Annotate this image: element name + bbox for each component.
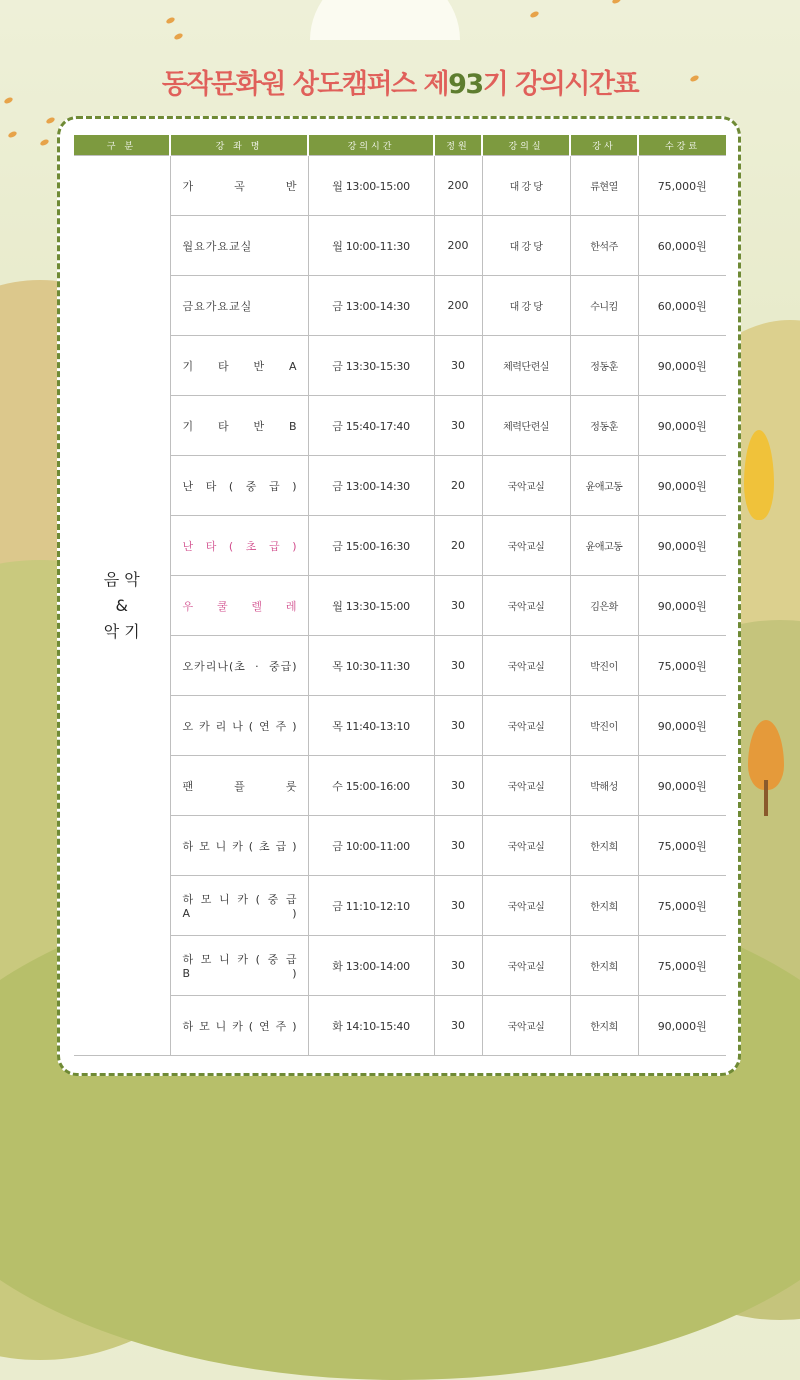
course-name-cell: 오 카 리 나 ( 연 주 ) bbox=[170, 696, 308, 756]
title-number: 93 bbox=[448, 69, 483, 100]
fee-cell: 90,000원 bbox=[638, 456, 726, 516]
tree-trunk-decoration bbox=[764, 780, 768, 816]
cloud-decoration bbox=[310, 0, 460, 40]
teacher-cell: 류현열 bbox=[570, 156, 638, 216]
fee-cell: 90,000원 bbox=[638, 576, 726, 636]
room-cell: 대 강 당 bbox=[482, 276, 570, 336]
header-capacity: 정원 bbox=[434, 135, 482, 156]
teacher-cell: 윤애고동 bbox=[570, 456, 638, 516]
room-cell: 국악교실 bbox=[482, 876, 570, 936]
teacher-cell: 윤애고동 bbox=[570, 516, 638, 576]
header-time: 강의시간 bbox=[308, 135, 434, 156]
teacher-cell: 한지희 bbox=[570, 816, 638, 876]
capacity-cell: 30 bbox=[434, 936, 482, 996]
leaf-decoration bbox=[611, 0, 621, 5]
teacher-cell: 김은화 bbox=[570, 576, 638, 636]
table-row bbox=[74, 396, 726, 456]
room-cell: 국악교실 bbox=[482, 636, 570, 696]
time-cell: 금 13:00-14:30 bbox=[308, 456, 434, 516]
category-line: & bbox=[115, 595, 128, 615]
room-cell: 체력단련실 bbox=[482, 396, 570, 456]
fee-cell: 90,000원 bbox=[638, 336, 726, 396]
leaf-decoration bbox=[39, 138, 49, 146]
fee-cell: 90,000원 bbox=[638, 996, 726, 1056]
time-cell: 금 13:00-14:30 bbox=[308, 276, 434, 336]
capacity-cell: 200 bbox=[434, 276, 482, 336]
capacity-cell: 20 bbox=[434, 516, 482, 576]
capacity-cell: 30 bbox=[434, 876, 482, 936]
course-name-cell: 오카리나(초 · 중급) bbox=[170, 636, 308, 696]
teacher-cell: 한지희 bbox=[570, 996, 638, 1056]
capacity-cell: 30 bbox=[434, 996, 482, 1056]
fee-cell: 75,000원 bbox=[638, 156, 726, 216]
table-body bbox=[74, 156, 726, 1056]
teacher-cell: 한지희 bbox=[570, 876, 638, 936]
teacher-cell: 박진이 bbox=[570, 636, 638, 696]
time-cell: 화 13:00-14:00 bbox=[308, 936, 434, 996]
leaf-decoration bbox=[7, 130, 17, 138]
fee-cell: 90,000원 bbox=[638, 696, 726, 756]
capacity-cell: 30 bbox=[434, 396, 482, 456]
course-name-cell: 기 타 반 B bbox=[170, 396, 308, 456]
table-row bbox=[74, 276, 726, 336]
course-name-cell: 기 타 반 A bbox=[170, 336, 308, 396]
fee-cell: 90,000원 bbox=[638, 396, 726, 456]
table-row bbox=[74, 576, 726, 636]
title-prefix: 제 bbox=[423, 69, 449, 100]
table-row bbox=[74, 336, 726, 396]
teacher-cell: 한석주 bbox=[570, 216, 638, 276]
course-name-cell: 팬 플 룻 bbox=[170, 756, 308, 816]
table-row bbox=[74, 996, 726, 1056]
room-cell: 국악교실 bbox=[482, 756, 570, 816]
leaf-decoration bbox=[45, 116, 55, 124]
fee-cell: 90,000원 bbox=[638, 756, 726, 816]
table-row bbox=[74, 876, 726, 936]
course-name-cell: 하 모 니 카 ( 초 급 ) bbox=[170, 816, 308, 876]
schedule-panel bbox=[57, 116, 741, 1076]
room-cell: 국악교실 bbox=[482, 816, 570, 876]
capacity-cell: 30 bbox=[434, 756, 482, 816]
leaf-decoration bbox=[529, 10, 539, 18]
fee-cell: 75,000원 bbox=[638, 636, 726, 696]
room-cell: 국악교실 bbox=[482, 576, 570, 636]
teacher-cell: 정동훈 bbox=[570, 336, 638, 396]
course-name-cell: 월요가요교실 bbox=[170, 216, 308, 276]
table-row bbox=[74, 156, 726, 216]
header-category: 구 분 bbox=[74, 135, 170, 156]
room-cell: 체력단련실 bbox=[482, 336, 570, 396]
room-cell: 대 강 당 bbox=[482, 216, 570, 276]
time-cell: 수 15:00-16:00 bbox=[308, 756, 434, 816]
leaf-decoration bbox=[165, 16, 175, 24]
header-teacher: 강사 bbox=[570, 135, 638, 156]
course-name-cell: 하 모 니 카 ( 중 급 B ) bbox=[170, 936, 308, 996]
time-cell: 목 10:30-11:30 bbox=[308, 636, 434, 696]
room-cell: 국악교실 bbox=[482, 936, 570, 996]
room-cell: 국악교실 bbox=[482, 696, 570, 756]
fee-cell: 75,000원 bbox=[638, 816, 726, 876]
time-cell: 화 14:10-15:40 bbox=[308, 996, 434, 1056]
capacity-cell: 30 bbox=[434, 336, 482, 396]
course-name-cell: 난 타 ( 중 급 ) bbox=[170, 456, 308, 516]
fee-cell: 60,000원 bbox=[638, 276, 726, 336]
category-line: 음 악 bbox=[103, 569, 140, 589]
course-name-cell: 금요가요교실 bbox=[170, 276, 308, 336]
time-cell: 월 13:30-15:00 bbox=[308, 576, 434, 636]
room-cell: 국악교실 bbox=[482, 456, 570, 516]
table-row bbox=[74, 456, 726, 516]
table-row bbox=[74, 756, 726, 816]
table-row bbox=[74, 636, 726, 696]
room-cell: 국악교실 bbox=[482, 516, 570, 576]
fee-cell: 75,000원 bbox=[638, 936, 726, 996]
header-course: 강 좌 명 bbox=[170, 135, 308, 156]
teacher-cell: 한지희 bbox=[570, 936, 638, 996]
page-title bbox=[0, 62, 800, 101]
header-room: 강의실 bbox=[482, 135, 570, 156]
time-cell: 금 15:40-17:40 bbox=[308, 396, 434, 456]
table-row bbox=[74, 936, 726, 996]
teacher-cell: 수니킴 bbox=[570, 276, 638, 336]
time-cell: 금 15:00-16:30 bbox=[308, 516, 434, 576]
course-name-cell: 하 모 니 카 ( 중 급 A ) bbox=[170, 876, 308, 936]
capacity-cell: 30 bbox=[434, 696, 482, 756]
title-main: 동작문화원 상도캠퍼스 bbox=[161, 69, 416, 100]
category-cell bbox=[74, 156, 170, 1056]
course-name-cell: 난 타 ( 초 급 ) bbox=[170, 516, 308, 576]
table-header-row bbox=[74, 135, 726, 156]
header-fee: 수강료 bbox=[638, 135, 726, 156]
time-cell: 금 10:00-11:00 bbox=[308, 816, 434, 876]
time-cell: 월 13:00-15:00 bbox=[308, 156, 434, 216]
capacity-cell: 30 bbox=[434, 636, 482, 696]
schedule-table bbox=[74, 135, 726, 1056]
teacher-cell: 박해성 bbox=[570, 756, 638, 816]
course-name-cell: 하 모 니 카 ( 연 주 ) bbox=[170, 996, 308, 1056]
time-cell: 금 11:10-12:10 bbox=[308, 876, 434, 936]
room-cell: 국악교실 bbox=[482, 996, 570, 1056]
title-rest: 기 강의시간표 bbox=[482, 69, 639, 100]
time-cell: 금 13:30-15:30 bbox=[308, 336, 434, 396]
table-row bbox=[74, 216, 726, 276]
fee-cell: 60,000원 bbox=[638, 216, 726, 276]
table-row bbox=[74, 696, 726, 756]
time-cell: 월 10:00-11:30 bbox=[308, 216, 434, 276]
time-cell: 목 11:40-13:10 bbox=[308, 696, 434, 756]
table-row bbox=[74, 816, 726, 876]
course-name-cell: 가 곡 반 bbox=[170, 156, 308, 216]
course-name-cell: 우 쿨 렐 레 bbox=[170, 576, 308, 636]
fee-cell: 75,000원 bbox=[638, 876, 726, 936]
capacity-cell: 20 bbox=[434, 456, 482, 516]
teacher-cell: 박진이 bbox=[570, 696, 638, 756]
table-row bbox=[74, 516, 726, 576]
capacity-cell: 200 bbox=[434, 216, 482, 276]
leaf-decoration bbox=[173, 32, 183, 40]
fee-cell: 90,000원 bbox=[638, 516, 726, 576]
capacity-cell: 30 bbox=[434, 816, 482, 876]
capacity-cell: 200 bbox=[434, 156, 482, 216]
capacity-cell: 30 bbox=[434, 576, 482, 636]
category-line: 악 기 bbox=[103, 621, 140, 641]
room-cell: 대 강 당 bbox=[482, 156, 570, 216]
teacher-cell: 정동훈 bbox=[570, 396, 638, 456]
